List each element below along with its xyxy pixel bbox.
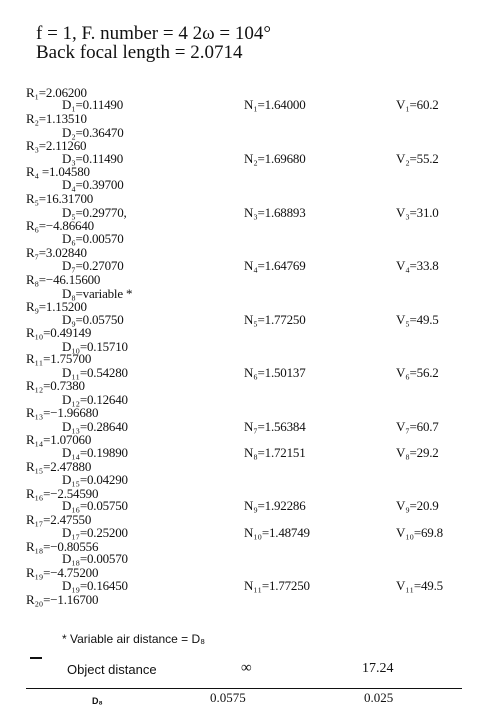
distance-d1: D₁=0.11490	[62, 97, 124, 112]
index-n5: N₅=1.77250	[244, 312, 306, 327]
distance-d16: D₁₆=0.05750	[62, 498, 128, 513]
radius-r18: R₁₈=−0.80556	[26, 539, 99, 554]
d8-value-near: 0.025	[364, 690, 394, 705]
radius-r5: R₅=16.31700	[26, 191, 94, 206]
d8-value-infinity: 0.0575	[210, 690, 246, 705]
distance-d13: D₁₃=0.28640	[62, 419, 128, 434]
radius-r6: R₆=−4.86640	[26, 218, 94, 233]
radius-r17: R₁₇=2.47550	[26, 512, 92, 527]
radius-r14: R₁₄=1.07060	[26, 432, 92, 447]
index-n11: N₁₁=1.77250	[244, 578, 310, 593]
radius-r8: R₈=−46.15600	[26, 272, 101, 287]
abbe-v2: V₂=55.2	[396, 151, 439, 166]
radius-r12: R₁₂=0.7380	[26, 378, 85, 393]
focal-spec-heading: f = 1, F. number = 4 2ω = 104°	[36, 23, 271, 44]
radius-r15: R₁₅=2.47880	[26, 459, 92, 474]
abbe-v10: V₁₀=69.8	[396, 525, 443, 540]
distance-d5: D₅=0.29770,	[62, 205, 127, 220]
abbe-v9: V₉=20.9	[396, 498, 439, 513]
distance-d4: D₄=0.39700	[62, 177, 124, 192]
index-n10: N₁₀=1.48749	[244, 525, 310, 540]
radius-r11: R₁₁=1.75700	[26, 351, 92, 366]
radius-r9: R₉=1.15200	[26, 299, 87, 314]
abbe-v8: V₈=29.2	[396, 445, 439, 460]
radius-r3: R₃=2.11260	[26, 138, 87, 153]
index-n3: N₃=1.68893	[244, 205, 306, 220]
distance-d19: D₁₉=0.16450	[62, 578, 128, 593]
distance-d7: D₇=0.27070	[62, 258, 124, 273]
distance-d8: D₈=variable *	[62, 286, 133, 301]
radius-r1: R₁=2.06200	[26, 85, 87, 100]
abbe-v6: V₆=56.2	[396, 365, 439, 380]
abbe-v3: V₃=31.0	[396, 205, 439, 220]
object-distance-infinity: ∞	[241, 660, 252, 676]
radius-r4: R₄ =1.04580	[26, 164, 90, 179]
abbe-v7: V₇=60.7	[396, 419, 439, 434]
table-rule	[26, 688, 462, 689]
distance-d3: D₃=0.11490	[62, 151, 124, 166]
distance-d11: D₁₁=0.54280	[62, 365, 128, 380]
index-n4: N₄=1.64769	[244, 258, 306, 273]
radius-r10: R₁₀=0.49149	[26, 325, 92, 340]
dash-mark	[30, 657, 42, 659]
object-distance-near: 17.24	[362, 661, 394, 676]
distance-d12: D₁₂=0.12640	[62, 392, 128, 407]
distance-d2: D₂=0.36470	[62, 125, 124, 140]
back-focal-length-heading: Back focal length = 2.0714	[36, 42, 243, 63]
index-n7: N₇=1.56384	[244, 419, 306, 434]
index-n9: N₉=1.92286	[244, 498, 306, 513]
radius-r7: R₇=3.02840	[26, 245, 87, 260]
abbe-v1: V₁=60.2	[396, 97, 439, 112]
distance-d10: D₁₀=0.15710	[62, 339, 128, 354]
index-n8: N₈=1.72151	[244, 445, 306, 460]
index-n6: N₆=1.50137	[244, 365, 306, 380]
radius-r16: R₁₆=−2.54590	[26, 486, 99, 501]
abbe-v4: V₄=33.8	[396, 258, 439, 273]
object-distance-label: Object distance	[67, 662, 157, 677]
index-n2: N₂=1.69680	[244, 151, 306, 166]
radius-r19: R₁₉=−4.75200	[26, 565, 99, 580]
radius-r20: R₂₀=−1.16700	[26, 592, 99, 607]
distance-d18: D₁₈=0.00570	[62, 551, 128, 566]
variable-distance-note: * Variable air distance = D₈	[62, 632, 206, 646]
abbe-v11: V₁₁=49.5	[396, 578, 443, 593]
distance-d9: D₉=0.05750	[62, 312, 124, 327]
distance-d6: D₆=0.00570	[62, 231, 124, 246]
radius-r2: R₂=1.13510	[26, 111, 87, 126]
distance-d15: D₁₅=0.04290	[62, 472, 128, 487]
distance-d14: D₁₄=0.19890	[62, 445, 128, 460]
d8-row-label: D₈	[92, 696, 103, 706]
distance-d17: D₁₇=0.25200	[62, 525, 128, 540]
abbe-v5: V₅=49.5	[396, 312, 439, 327]
radius-r13: R₁₃=−1.96680	[26, 405, 99, 420]
index-n1: N₁=1.64000	[244, 97, 306, 112]
